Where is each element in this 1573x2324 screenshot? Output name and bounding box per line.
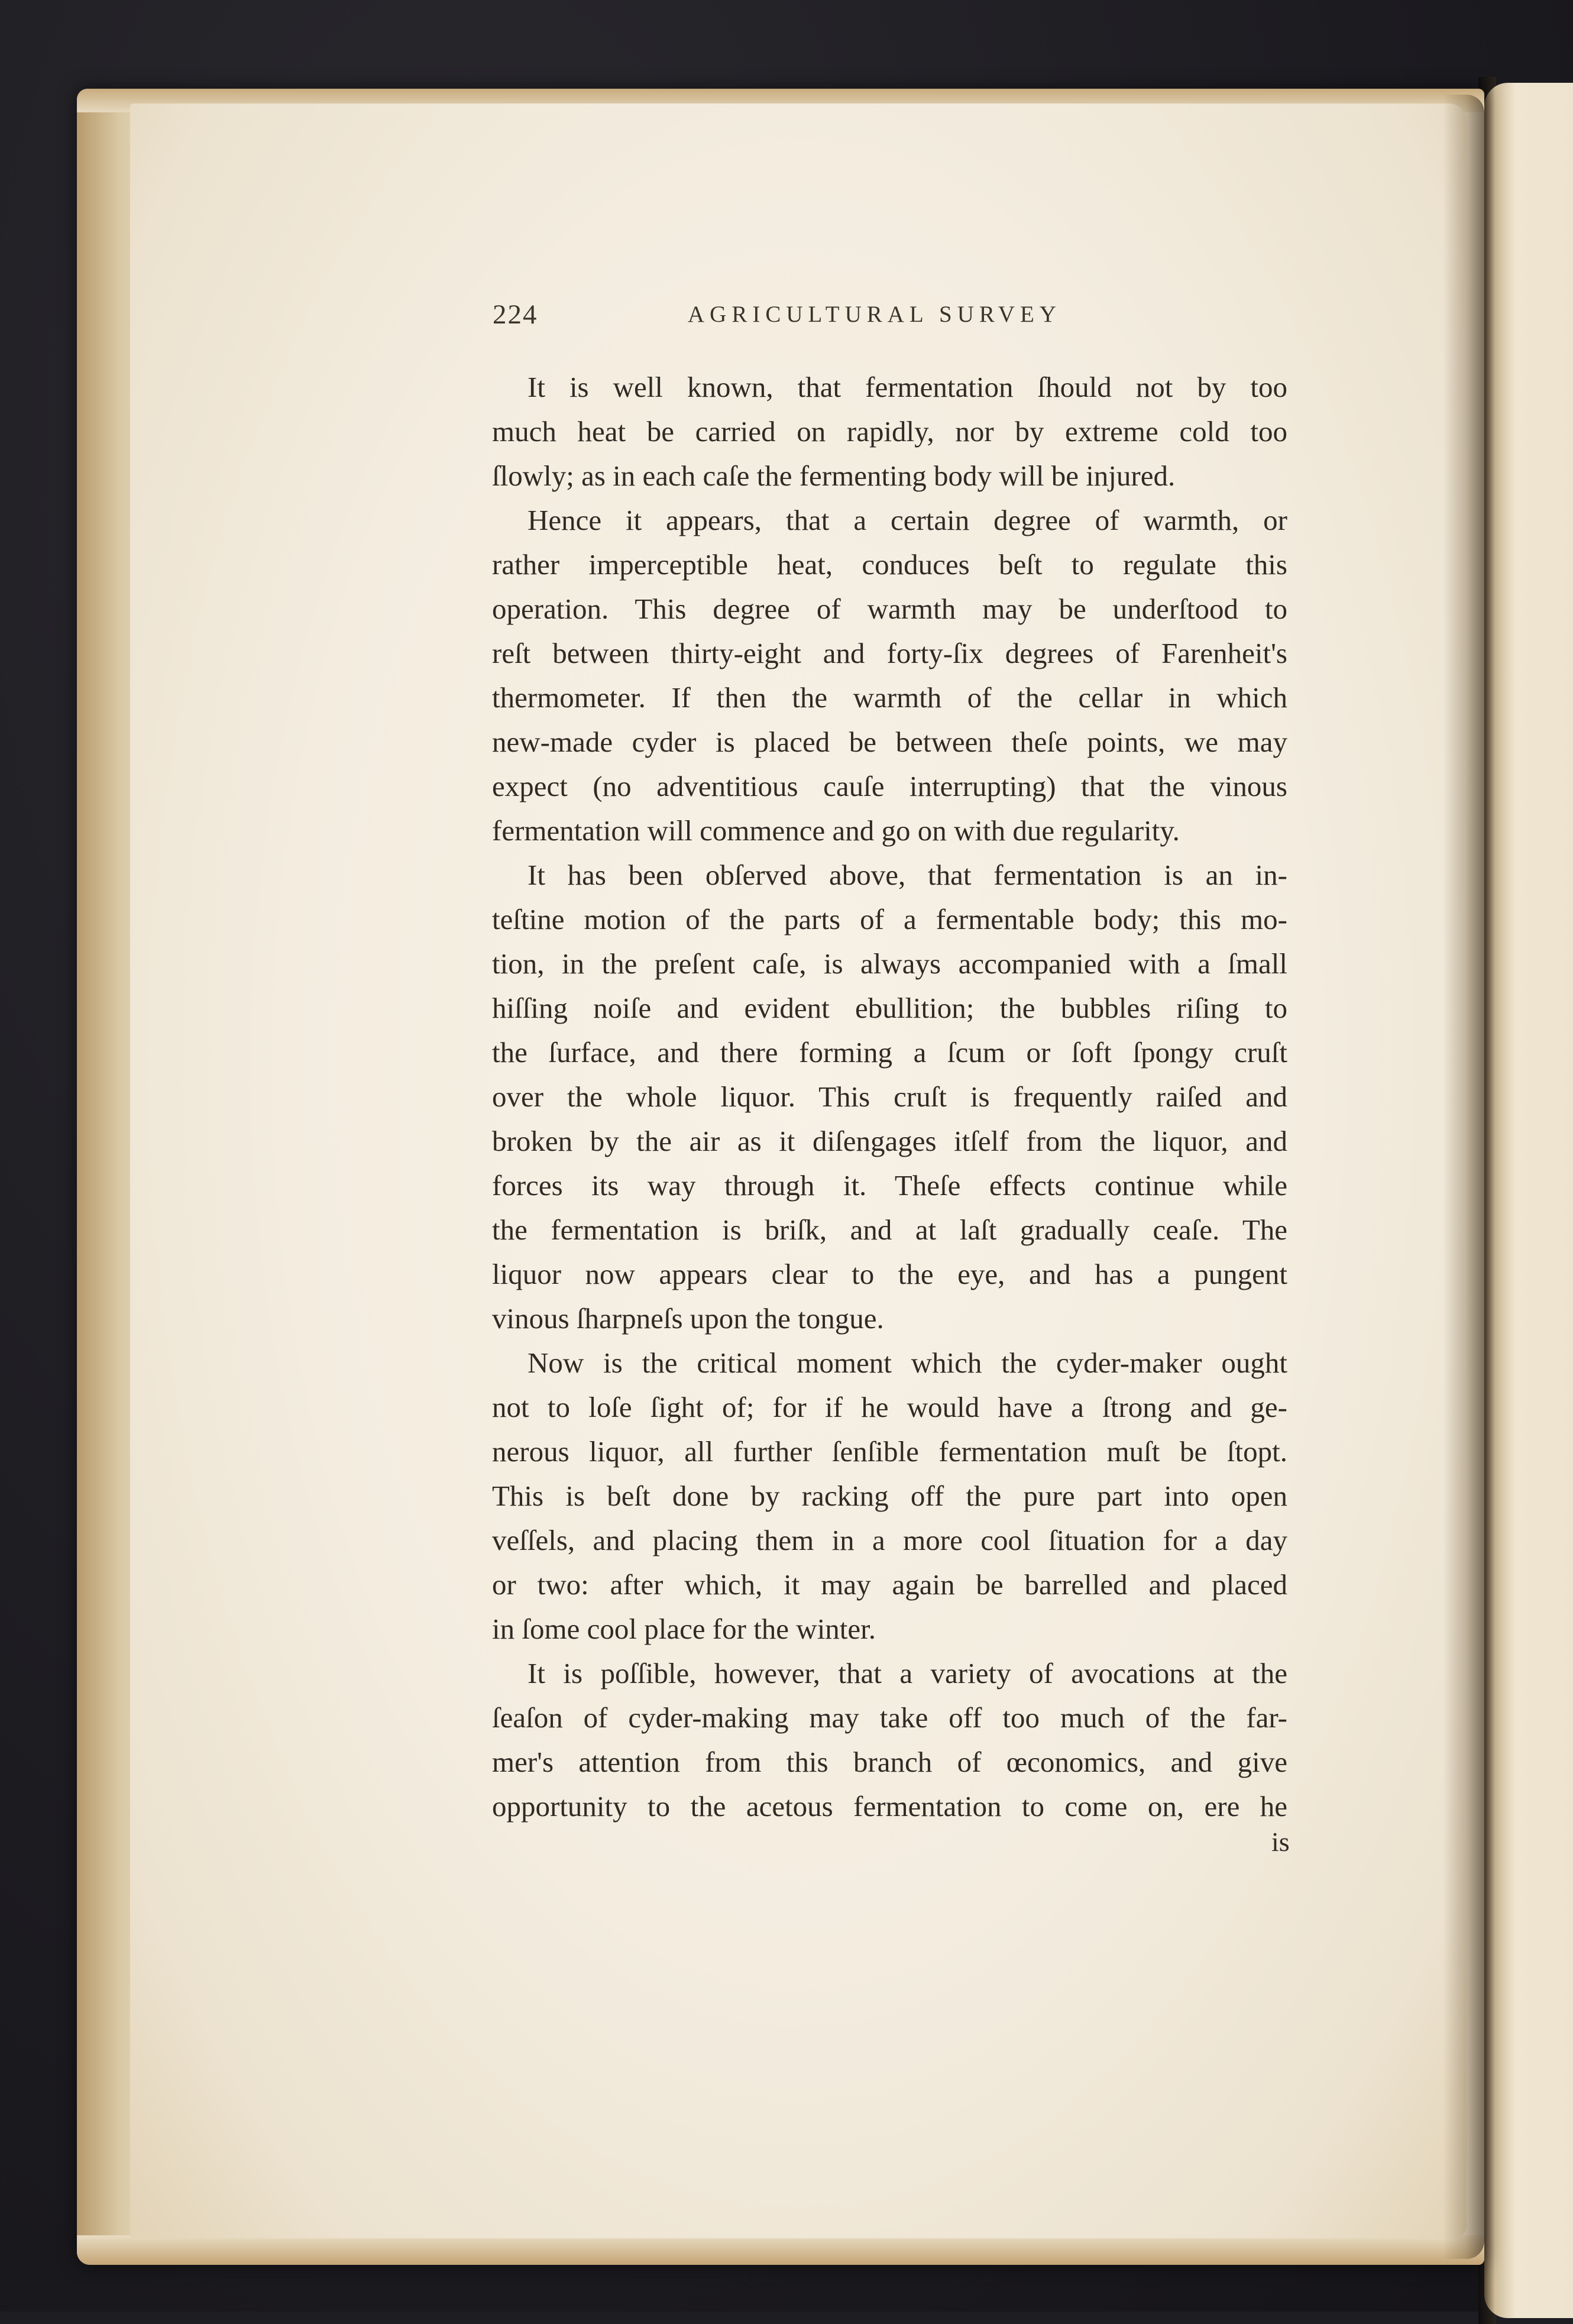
text-line: ſeaſon of cyder-making may take off too much of the far- xyxy=(492,1701,1287,1734)
text-line: tion, in the preſent caſe, is always accompanied with a ſmall xyxy=(492,947,1287,980)
text-line: thermometer. If then the warmth of the cellar in which xyxy=(492,681,1287,714)
running-head xyxy=(493,299,1320,340)
text-line: new-made cyder is placed be between theſe points, we may xyxy=(492,726,1287,758)
text-line: hiſſing noiſe and evident ebullition; the bubbles riſing to xyxy=(492,992,1287,1024)
text-line: mer's attention from this branch of œconomics, and give xyxy=(492,1746,1287,1778)
text-line: expect (no adventitious cauſe interrupting) that the vinous xyxy=(492,770,1287,802)
text-line: opportunity to the acetous fermentation to come on, ere he xyxy=(492,1790,1287,1823)
text-line: liquor now appears clear to the eye, and has a pungent xyxy=(492,1258,1287,1290)
text-line: reſt between thirty-eight and forty-ſix degrees of Farenheit's xyxy=(492,637,1287,669)
text-line: This is beſt done by racking off the pure part into open xyxy=(492,1480,1287,1512)
text-line: over the whole liquor. This cruſt is frequently raiſed and xyxy=(492,1080,1287,1113)
text-line: It is well known, that fermentation ſhould not by too xyxy=(527,371,1287,403)
text-line: veſſels, and placing them in a more cool ſituation for a day xyxy=(492,1524,1287,1556)
text-line: fermentation will commence and go on with due regularity. xyxy=(492,814,1180,847)
text-line: It is poſſible, however, that a variety of avocations at the xyxy=(527,1657,1287,1689)
text-line: the ſurface, and there forming a ſcum or ſoft ſpongy cruſt xyxy=(492,1036,1287,1069)
text-line: Hence it appears, that a certain degree of warmth, or xyxy=(527,504,1287,536)
text-line: the fermentation is briſk, and at laſt gradually ceaſe. The xyxy=(492,1213,1287,1246)
text-line: in ſome cool place for the winter. xyxy=(492,1613,876,1645)
text-line: It has been obſerved above, that fermentation is an in- xyxy=(527,859,1287,891)
text-line: not to loſe ſight of; for if he would have a ſtrong and ge- xyxy=(492,1391,1287,1423)
text-line: vinous ſharpneſs upon the tongue. xyxy=(492,1302,884,1335)
text-line: nerous liquor, all further ſenſible fermentation muſt be ſtopt. xyxy=(492,1435,1287,1468)
running-head-title: AGRICULTURAL SURVEY xyxy=(688,302,1061,327)
facing-page-edge xyxy=(1484,83,1573,2318)
page-gutter xyxy=(1443,95,1484,2259)
text-line: forces its way through it. Theſe effects continue while xyxy=(492,1169,1287,1202)
text-line: or two: after which, it may again be barrelled and placed xyxy=(492,1568,1287,1601)
text-line: rather imperceptible heat, conduces beſt to regulate this xyxy=(492,548,1287,581)
text-line: ſlowly; as in each caſe the fermenting body will be injured. xyxy=(492,459,1176,492)
page-number: 224 xyxy=(493,299,538,330)
text-line: much heat be carried on rapidly, nor by extreme cold too xyxy=(492,415,1287,448)
text-line: Now is the critical moment which the cyder-maker ought xyxy=(527,1347,1287,1379)
catchword: is xyxy=(1271,1827,1290,1857)
text-line: broken by the air as it diſengages itſelf from the liquor, and xyxy=(492,1125,1287,1157)
text-line: teſtine motion of the parts of a fermentable body; this mo- xyxy=(492,903,1287,936)
text-line: operation. This degree of warmth may be underſtood to xyxy=(492,593,1287,625)
body-text xyxy=(492,365,1287,1828)
